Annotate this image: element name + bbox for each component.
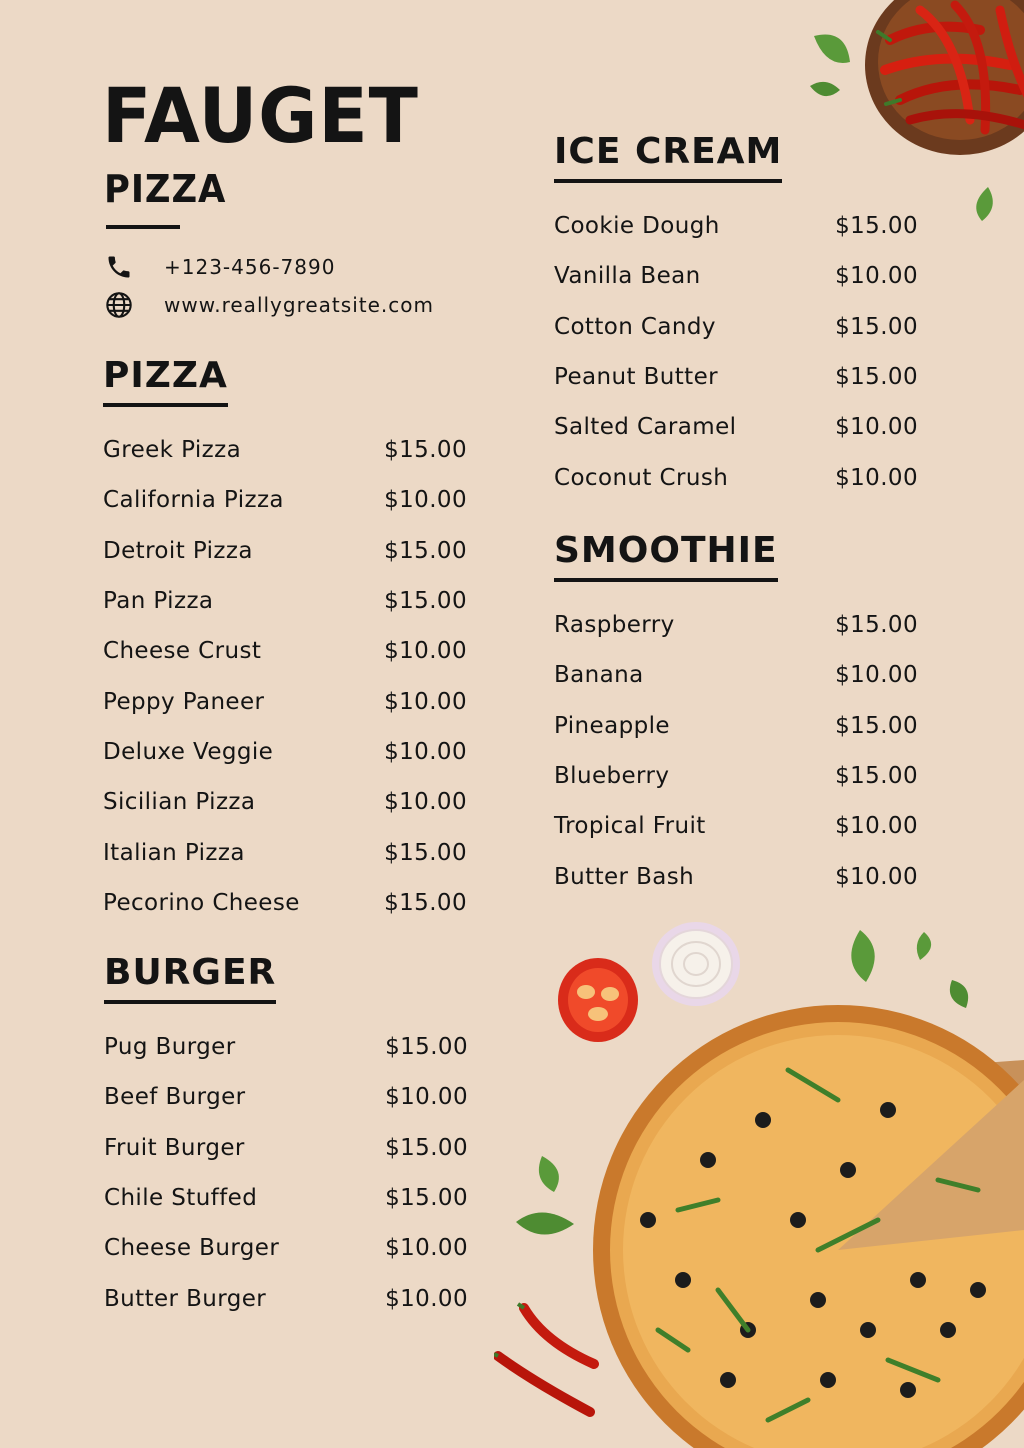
- menu-item: [554, 302, 918, 352]
- website-link[interactable]: www.reallygreatsite.com: [164, 293, 434, 317]
- menu-item: [103, 878, 467, 928]
- item-price: $15.00: [835, 313, 918, 340]
- onion-slice-image: [648, 918, 744, 1010]
- menu-item: [554, 402, 918, 452]
- item-name: Beef Burger: [104, 1084, 246, 1111]
- item-price: $10.00: [385, 1235, 468, 1262]
- item-name: Pecorino Cheese: [103, 889, 300, 916]
- item-price: $10.00: [384, 789, 467, 816]
- item-name: Pug Burger: [104, 1034, 236, 1061]
- item-name: Blueberry: [554, 763, 670, 790]
- menu-item: [104, 1273, 468, 1323]
- item-price: $15.00: [835, 213, 918, 240]
- pizza-section: [103, 355, 467, 928]
- item-price: $10.00: [384, 688, 467, 715]
- item-price: $10.00: [835, 414, 918, 441]
- item-price: $15.00: [835, 763, 918, 790]
- item-name: Peanut Butter: [554, 364, 718, 391]
- menu-item: [554, 851, 918, 901]
- menu-item: [554, 650, 918, 700]
- menu-item: [103, 727, 467, 777]
- item-name: Detroit Pizza: [103, 537, 253, 564]
- item-name: Italian Pizza: [103, 839, 245, 866]
- item-price: $15.00: [835, 364, 918, 391]
- item-name: Pineapple: [554, 712, 670, 739]
- phone-number: +123-456-7890: [164, 255, 336, 279]
- section-title: PIZZA: [103, 358, 228, 407]
- item-price: $15.00: [385, 1134, 468, 1161]
- item-price: $15.00: [384, 437, 467, 464]
- menu-item: [554, 452, 918, 502]
- item-price: $10.00: [385, 1285, 468, 1312]
- item-name: Banana: [554, 662, 644, 689]
- smoothie-section: [554, 530, 918, 902]
- item-name: Tropical Fruit: [554, 813, 706, 840]
- item-price: $10.00: [835, 813, 918, 840]
- item-name: Pan Pizza: [103, 588, 214, 615]
- menu-item: [554, 801, 918, 851]
- item-price: $10.00: [385, 1084, 468, 1111]
- menu-item: [104, 1072, 468, 1122]
- item-price: $10.00: [384, 738, 467, 765]
- item-name: Greek Pizza: [103, 437, 242, 464]
- menu-item-list: [103, 425, 467, 928]
- contact-website-row: [104, 290, 434, 320]
- item-name: Vanilla Bean: [554, 263, 701, 290]
- item-price: $10.00: [384, 487, 467, 514]
- menu-item: [104, 1223, 468, 1273]
- item-name: Fruit Burger: [104, 1134, 245, 1161]
- item-price: $15.00: [385, 1034, 468, 1061]
- menu-item-list: [104, 1022, 468, 1324]
- menu-item: [554, 701, 918, 751]
- chili-peppers-image: [494, 1302, 604, 1422]
- burger-section: [104, 952, 468, 1324]
- brand-name: FAUGET: [102, 71, 419, 160]
- section-title: ICE CREAM: [554, 134, 782, 183]
- menu-item: [554, 251, 918, 301]
- menu-item: [103, 827, 467, 877]
- menu-item: [554, 201, 918, 251]
- menu-item: [104, 1022, 468, 1072]
- menu-item: [103, 777, 467, 827]
- item-name: Peppy Paneer: [103, 688, 265, 715]
- basil-leaf-image: [806, 28, 856, 108]
- menu-item: [103, 526, 467, 576]
- menu-item: [104, 1173, 468, 1223]
- item-price: $15.00: [384, 839, 467, 866]
- basil-leaves-image: [512, 1152, 582, 1252]
- section-title: SMOOTHIE: [554, 533, 778, 582]
- menu-item: [103, 425, 467, 475]
- contact-phone-row: [104, 252, 335, 282]
- brand-divider: [106, 225, 180, 229]
- basil-leaf-image: [968, 185, 1000, 223]
- item-price: $10.00: [835, 863, 918, 890]
- item-price: $15.00: [384, 537, 467, 564]
- item-name: Cotton Candy: [554, 313, 716, 340]
- menu-item: [554, 600, 918, 650]
- menu-item: [103, 676, 467, 726]
- item-name: Salted Caramel: [554, 414, 737, 441]
- menu-item: [103, 576, 467, 626]
- item-name: Deluxe Veggie: [103, 738, 274, 765]
- menu-item: [104, 1123, 468, 1173]
- item-name: Raspberry: [554, 612, 675, 639]
- item-price: $15.00: [385, 1185, 468, 1212]
- menu-item: [554, 352, 918, 402]
- item-name: California Pizza: [103, 487, 284, 514]
- item-price: $15.00: [835, 612, 918, 639]
- menu-item-list: [554, 600, 918, 902]
- pizza-image: [588, 1000, 1024, 1448]
- ice-cream-section: [554, 131, 918, 503]
- menu-item-list: [554, 201, 918, 503]
- section-title: BURGER: [104, 955, 276, 1004]
- item-price: $10.00: [835, 662, 918, 689]
- menu-item: [103, 475, 467, 525]
- item-price: $10.00: [835, 263, 918, 290]
- item-name: Cheese Crust: [103, 638, 262, 665]
- item-price: $15.00: [835, 712, 918, 739]
- menu-item: [554, 751, 918, 801]
- item-name: Cheese Burger: [104, 1235, 280, 1262]
- item-name: Butter Burger: [104, 1285, 267, 1312]
- globe-icon: [104, 290, 134, 320]
- item-name: Sicilian Pizza: [103, 789, 256, 816]
- item-price: $15.00: [384, 588, 467, 615]
- item-price: $15.00: [384, 889, 467, 916]
- item-name: Chile Stuffed: [104, 1185, 258, 1212]
- item-name: Butter Bash: [554, 863, 695, 890]
- item-price: $10.00: [384, 638, 467, 665]
- menu-item: [103, 626, 467, 676]
- item-price: $10.00: [835, 464, 918, 491]
- item-name: Cookie Dough: [554, 213, 720, 240]
- phone-icon: [104, 252, 134, 282]
- brand-subtitle: PIZZA: [104, 167, 227, 211]
- item-name: Coconut Crush: [554, 464, 729, 491]
